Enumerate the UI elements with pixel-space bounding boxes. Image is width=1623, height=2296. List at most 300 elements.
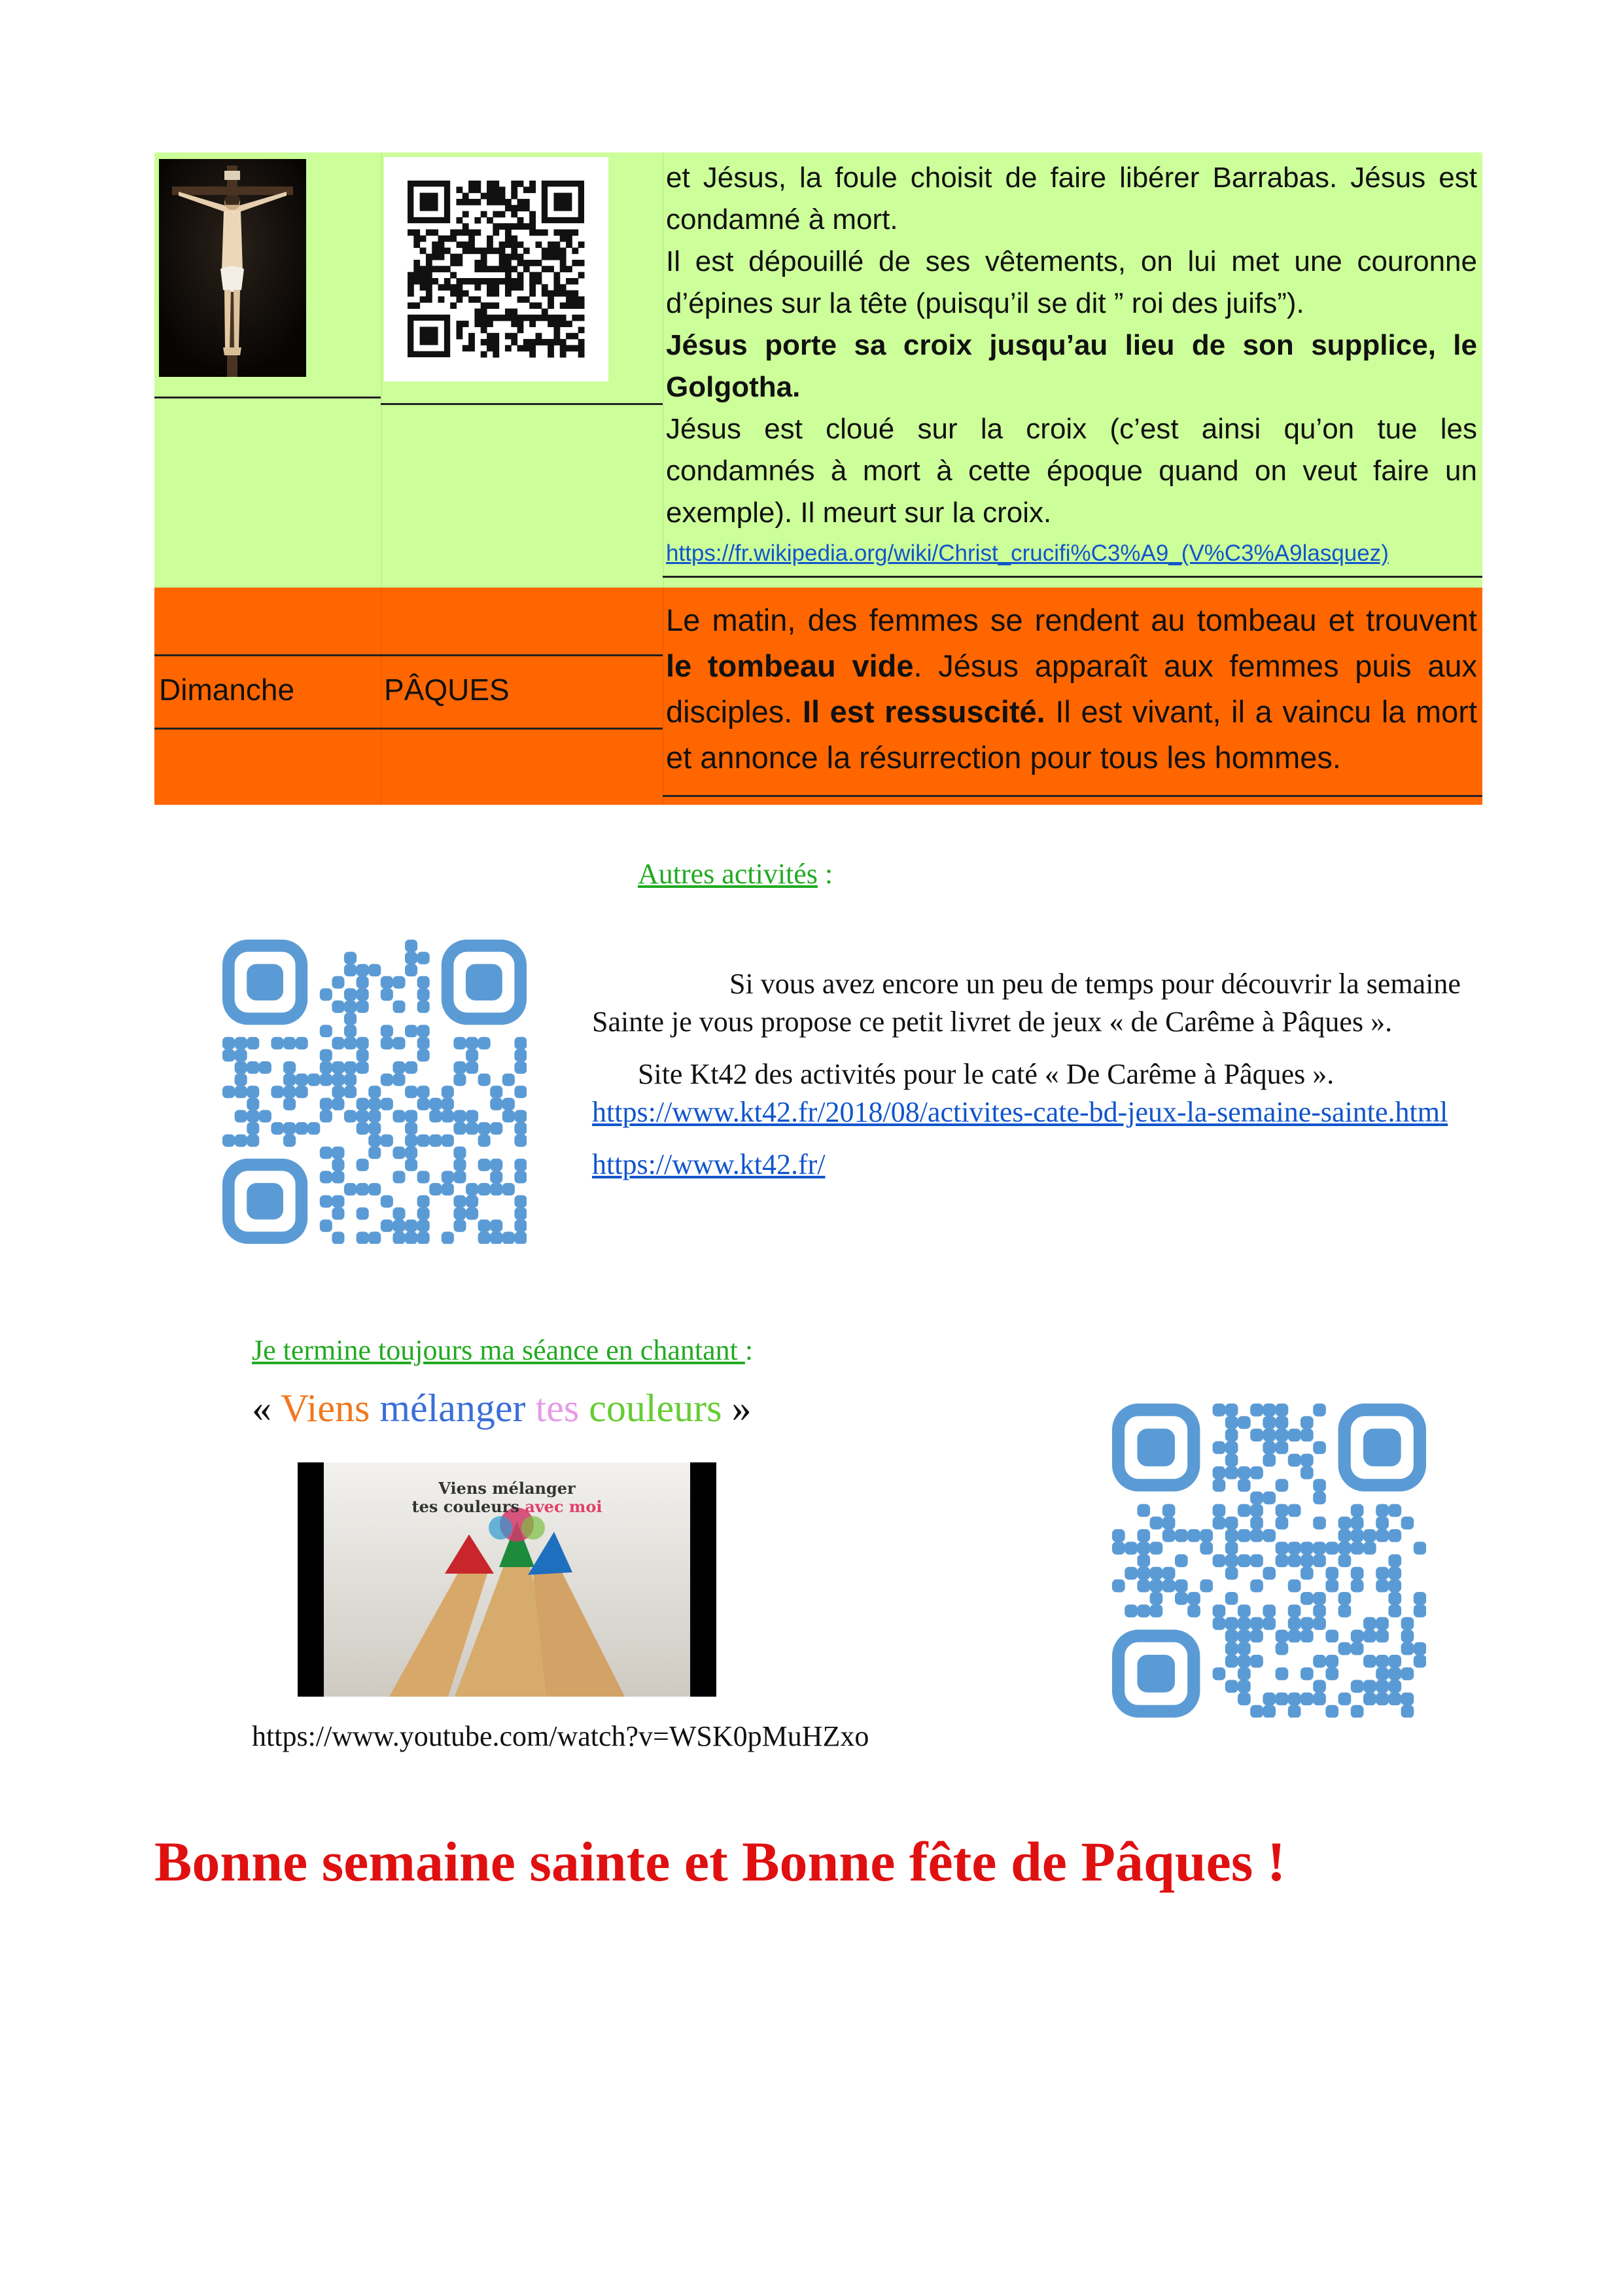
qr-module — [560, 291, 567, 297]
qr-module — [450, 260, 457, 266]
qr-module — [222, 1037, 235, 1050]
qr-module — [368, 1146, 381, 1159]
qr-module — [511, 211, 517, 218]
qr-module — [1137, 1567, 1150, 1580]
column-divider — [381, 152, 382, 805]
qr-module — [368, 1110, 381, 1122]
qr-module — [235, 1061, 247, 1074]
qr-module — [578, 241, 585, 248]
qr-module — [1150, 1604, 1163, 1617]
qr-module — [1388, 1592, 1401, 1605]
wikipedia-link[interactable]: https://fr.wikipedia.org/wiki/Christ_crucifi%C3%A9_(V%C3%A9lasquez) — [666, 540, 1389, 566]
qr-module — [1263, 1693, 1276, 1706]
qr-module — [1313, 1441, 1326, 1455]
qr-module — [523, 247, 530, 254]
qr-module — [511, 241, 517, 248]
qr-module — [572, 345, 578, 351]
qr-module — [393, 976, 405, 989]
qr-module — [357, 1183, 369, 1195]
qr-module — [462, 345, 469, 351]
column-divider — [663, 152, 664, 805]
qr-module — [468, 339, 475, 345]
qr-module — [1276, 1554, 1289, 1567]
qr-module — [1238, 1504, 1251, 1517]
qr-module — [450, 236, 457, 242]
qr-module — [1238, 1667, 1251, 1680]
song-word: tes — [535, 1386, 580, 1430]
qr-module — [499, 186, 506, 193]
qr-module — [505, 345, 512, 351]
qr-module — [444, 266, 451, 272]
qr-module — [1250, 1617, 1263, 1630]
qr-module — [413, 236, 420, 242]
qr-module — [393, 1110, 405, 1122]
qr-module — [381, 1195, 393, 1208]
qr-module — [1376, 1517, 1389, 1530]
kt42-activity-link[interactable]: https://www.kt42.fr/2018/08/activites-cate-bd-jeux-la-semaine-sainte.html — [592, 1096, 1448, 1128]
qr-module — [1401, 1667, 1414, 1680]
song-word: couleurs — [589, 1386, 722, 1430]
qr-module — [1388, 1604, 1401, 1617]
qr-module — [1363, 1693, 1376, 1706]
qr-code-song[interactable] — [1112, 1404, 1426, 1718]
qr-module — [1313, 1693, 1326, 1706]
qr-module — [442, 1135, 454, 1147]
qr-module — [572, 278, 578, 285]
qr-module — [405, 1086, 417, 1098]
qr-module — [523, 345, 530, 351]
qr-module — [456, 296, 462, 303]
qr-module — [1263, 1428, 1276, 1441]
qr-module — [432, 229, 438, 236]
qr-module — [517, 217, 524, 224]
qr-module — [381, 1135, 393, 1147]
qr-module — [514, 1086, 527, 1098]
qr-module — [572, 229, 578, 236]
qr-module — [1276, 1517, 1289, 1530]
paragraph: et Jésus, la foule choisit de faire libérer Barrabas. Jésus est condamné à mort. — [666, 162, 1477, 236]
qr-module — [1276, 1667, 1289, 1680]
qr-module — [481, 302, 487, 309]
qr-module — [468, 186, 475, 193]
qr-module — [542, 339, 548, 345]
qr-module — [478, 1037, 491, 1050]
qr-module — [453, 1207, 466, 1220]
qr-module — [578, 260, 585, 266]
qr-module — [487, 241, 493, 248]
qr-module — [490, 1171, 502, 1183]
qr-module — [536, 260, 542, 266]
qr-module — [320, 1049, 332, 1061]
qr-finder-center — [1137, 1655, 1175, 1693]
qr-module — [517, 241, 524, 248]
qr-module — [1200, 1580, 1213, 1593]
qr-module — [499, 266, 506, 272]
qr-module — [438, 284, 445, 291]
qr-module — [511, 284, 517, 291]
qr-module — [481, 211, 487, 218]
qr-module — [357, 1049, 369, 1061]
qr-module — [529, 284, 536, 291]
qr-module — [1238, 1693, 1251, 1706]
qr-module — [1225, 1617, 1238, 1630]
qr-module — [344, 1061, 357, 1074]
qr-module — [332, 1074, 344, 1086]
qr-module — [1250, 1404, 1263, 1417]
qr-module — [408, 291, 414, 297]
song-heading-text: Je termine toujours ma séance en chantant — [252, 1334, 745, 1366]
qr-module — [548, 296, 554, 303]
qr-module — [553, 339, 560, 345]
qr-module — [381, 1074, 393, 1086]
activities-text — [592, 965, 1469, 1184]
qr-module — [450, 229, 457, 236]
qr-module — [1200, 1542, 1213, 1555]
text-segment: Le matin, des femmes se rendent au tombeau et trouvent — [666, 603, 1477, 637]
qr-module — [320, 1195, 332, 1208]
text-segment-bold: le tombeau vide — [666, 648, 914, 683]
qr-module — [332, 1000, 344, 1013]
qr-module — [393, 1074, 405, 1086]
qr-module — [511, 266, 517, 272]
qr-module — [462, 193, 469, 200]
qr-module — [429, 1183, 442, 1195]
qr-module — [1250, 1655, 1263, 1668]
qr-module — [426, 278, 432, 285]
qr-module — [566, 241, 572, 248]
qr-module — [222, 1049, 235, 1061]
youtube-url[interactable]: https://www.youtube.com/watch?v=WSK0pMuHZxo — [252, 1720, 869, 1752]
qr-module — [1288, 1617, 1301, 1630]
qr-module — [420, 284, 427, 291]
qr-module — [466, 1061, 478, 1074]
qr-module — [417, 1037, 430, 1050]
qr-module — [462, 229, 469, 236]
qr-module — [517, 321, 524, 327]
qr-module — [1276, 1479, 1289, 1492]
qr-module — [493, 339, 499, 345]
paragraph: Il est dépouillé de ses vêtements, on lui met une couronne d’épines sur la tête (puisqu’il se dit ” roi des juifs”). — [666, 245, 1477, 319]
qr-module — [478, 1183, 491, 1195]
qr-module — [1187, 1529, 1200, 1542]
qr-module — [405, 1220, 417, 1232]
qr-module — [468, 236, 475, 242]
qr-module — [456, 278, 462, 285]
qr-module — [296, 1037, 308, 1050]
qr-module — [1288, 1580, 1301, 1593]
qr-module — [493, 199, 499, 205]
qr-module — [1414, 1655, 1426, 1668]
qr-module — [1288, 1554, 1301, 1567]
qr-module — [481, 315, 487, 321]
thumbnail-caption-accent: avec moi — [525, 1497, 602, 1516]
table-border — [381, 403, 663, 405]
qr-module — [438, 236, 445, 242]
qr-module — [1137, 1529, 1150, 1542]
qr-module — [1300, 1542, 1314, 1555]
qr-module — [466, 1037, 478, 1050]
qr-module — [493, 229, 499, 236]
qr-module — [1238, 1604, 1251, 1617]
qr-module — [332, 1086, 344, 1098]
qr-module — [1351, 1504, 1364, 1517]
quote-mark: » — [722, 1386, 752, 1430]
qr-module — [344, 1110, 357, 1122]
qr-module — [1300, 1693, 1314, 1706]
qr-module — [514, 1195, 527, 1208]
qr-module — [499, 315, 506, 321]
qr-module — [1363, 1630, 1376, 1643]
qr-module — [511, 315, 517, 321]
qr-module — [514, 1231, 527, 1244]
qr-module — [417, 988, 430, 1000]
qr-module — [514, 1037, 527, 1050]
qr-module — [393, 1207, 405, 1220]
qr-module — [417, 1135, 430, 1147]
qr-module — [1325, 1667, 1338, 1680]
qr-module — [511, 186, 517, 193]
qr-module — [1112, 1542, 1125, 1555]
qr-module — [1238, 1529, 1251, 1542]
qr-module — [1313, 1680, 1326, 1693]
table-border — [154, 654, 381, 656]
qr-module — [474, 229, 481, 236]
qr-module — [1338, 1542, 1352, 1555]
qr-code-activities[interactable] — [222, 940, 527, 1244]
qr-module — [283, 1098, 296, 1110]
qr-module — [1388, 1567, 1401, 1580]
qr-module — [542, 229, 548, 236]
qr-module — [1313, 1604, 1326, 1617]
qr-module — [1313, 1491, 1326, 1504]
qr-module — [393, 1231, 405, 1244]
qr-module — [474, 296, 481, 303]
qr-module — [517, 315, 524, 321]
qr-module — [456, 321, 462, 327]
qr-module — [578, 339, 585, 345]
qr-module — [553, 327, 560, 333]
qr-module — [468, 278, 475, 285]
qr-module — [357, 1231, 369, 1244]
qr-module — [505, 241, 512, 248]
qr-module — [1150, 1592, 1163, 1605]
qr-module — [408, 229, 414, 236]
qr-module — [1338, 1554, 1352, 1567]
qr-module — [405, 940, 417, 952]
qr-module — [344, 1000, 357, 1013]
qr-module — [1351, 1567, 1364, 1580]
qr-module — [1137, 1542, 1150, 1555]
qr-module — [474, 217, 481, 224]
qr-module — [381, 988, 393, 1000]
qr-module — [1125, 1542, 1138, 1555]
qr-module — [566, 229, 572, 236]
qr-module — [578, 296, 585, 303]
qr-module — [405, 1135, 417, 1147]
qr-module — [1238, 1416, 1251, 1429]
qr-module — [462, 291, 469, 297]
qr-module — [1363, 1680, 1376, 1693]
qr-module — [487, 333, 493, 340]
qr-module — [487, 278, 493, 285]
qr-module — [487, 193, 493, 200]
qr-module — [420, 296, 427, 303]
qr-module — [1351, 1630, 1364, 1643]
qr-module — [320, 1146, 332, 1159]
qr-module — [1263, 1617, 1276, 1630]
qr-module — [420, 272, 427, 279]
video-thumbnail[interactable] — [298, 1462, 716, 1697]
thumbnail-caption: tes couleurs — [411, 1497, 525, 1516]
qr-module — [442, 1171, 454, 1183]
qr-module — [514, 1049, 527, 1061]
qr-module — [1313, 1617, 1326, 1630]
qr-module — [536, 315, 542, 321]
qr-module — [474, 315, 481, 321]
qr-code-wikipedia[interactable] — [384, 157, 608, 381]
qr-module — [1338, 1517, 1352, 1530]
qr-module — [381, 1098, 393, 1110]
qr-module — [432, 266, 438, 272]
qr-module — [499, 199, 506, 205]
qr-module — [320, 1098, 332, 1110]
qr-module — [536, 229, 542, 236]
qr-module — [405, 964, 417, 976]
qr-module — [1175, 1580, 1188, 1593]
qr-module — [1238, 1466, 1251, 1479]
qr-module — [572, 315, 578, 321]
qr-module — [466, 1049, 478, 1061]
qr-module — [462, 199, 469, 205]
qr-module — [542, 254, 548, 260]
qr-module — [502, 1231, 515, 1244]
qr-module — [572, 302, 578, 309]
qr-module — [529, 217, 536, 224]
qr-module — [553, 229, 560, 236]
qr-module — [505, 229, 512, 236]
qr-module — [523, 199, 530, 205]
qr-module — [344, 1086, 357, 1098]
qr-module — [514, 1061, 527, 1074]
qr-module — [1250, 1630, 1263, 1643]
qr-module — [344, 1183, 357, 1195]
qr-module — [499, 223, 506, 230]
qr-module — [487, 291, 493, 297]
qr-module — [357, 1122, 369, 1135]
qr-module — [1351, 1642, 1364, 1655]
qr-module — [1376, 1655, 1389, 1668]
qr-module — [529, 278, 536, 285]
qr-module — [296, 1086, 308, 1098]
qr-module — [381, 1025, 393, 1037]
qr-module — [1388, 1655, 1401, 1668]
qr-module — [420, 278, 427, 285]
qr-module — [1250, 1705, 1263, 1718]
qr-module — [478, 1135, 491, 1147]
qr-module — [511, 333, 517, 340]
qr-module — [474, 186, 481, 193]
table-border — [663, 795, 1482, 797]
qr-module — [511, 247, 517, 254]
qr-module — [487, 247, 493, 254]
qr-module — [438, 296, 445, 303]
crucifix-image — [159, 159, 306, 377]
qr-module — [517, 272, 524, 279]
qr-module — [442, 1098, 454, 1110]
qr-module — [393, 1220, 405, 1232]
qr-module — [1250, 1554, 1263, 1567]
qr-module — [1263, 1491, 1276, 1504]
qr-module — [405, 1159, 417, 1171]
qr-module — [429, 1098, 442, 1110]
qr-module — [548, 315, 554, 321]
qr-module — [1150, 1517, 1163, 1530]
qr-module — [368, 1122, 381, 1135]
activities-paragraph: Site Kt42 des activités pour le caté « De Carême à Pâques ». — [638, 1058, 1335, 1090]
qr-module — [1325, 1580, 1338, 1593]
qr-module — [332, 1146, 344, 1159]
qr-module — [481, 266, 487, 272]
qr-module — [1401, 1693, 1414, 1706]
qr-module — [487, 339, 493, 345]
qr-module — [511, 236, 517, 242]
qr-module — [1238, 1630, 1251, 1643]
qr-module — [283, 1086, 296, 1098]
qr-module — [548, 241, 554, 248]
qr-module — [271, 1122, 283, 1135]
qr-module — [453, 1074, 466, 1086]
qr-module — [1125, 1604, 1138, 1617]
qr-module — [502, 1110, 515, 1122]
qr-module — [566, 266, 572, 272]
qr-module — [1276, 1542, 1289, 1555]
qr-module — [417, 1207, 430, 1220]
qr-module — [493, 333, 499, 340]
qr-module — [490, 1122, 502, 1135]
qr-module — [456, 284, 462, 291]
qr-module — [247, 1086, 259, 1098]
qr-module — [529, 302, 536, 309]
qr-module — [247, 1098, 259, 1110]
qr-module — [344, 1074, 357, 1086]
qr-module — [1376, 1580, 1389, 1593]
qr-module — [453, 1110, 466, 1122]
qr-module — [487, 199, 493, 205]
qr-module — [542, 247, 548, 254]
qr-module — [523, 260, 530, 266]
qr-module — [453, 1195, 466, 1208]
qr-module — [553, 278, 560, 285]
qr-module — [466, 1207, 478, 1220]
qr-module — [1325, 1542, 1338, 1555]
qr-module — [332, 1037, 344, 1050]
qr-module — [474, 278, 481, 285]
qr-module — [413, 260, 420, 266]
qr-module — [1300, 1592, 1314, 1605]
qr-module — [529, 181, 536, 187]
kt42-home-link[interactable]: https://www.kt42.fr/ — [592, 1148, 826, 1180]
heading-suffix: : — [817, 858, 833, 890]
qr-module — [357, 988, 369, 1000]
qr-module — [1276, 1693, 1289, 1706]
qr-module — [432, 247, 438, 254]
qr-module — [572, 333, 578, 340]
qr-module — [283, 1037, 296, 1050]
qr-module — [468, 296, 475, 303]
qr-module — [1150, 1542, 1163, 1555]
qr-module — [490, 1220, 502, 1232]
qr-module — [474, 181, 481, 187]
